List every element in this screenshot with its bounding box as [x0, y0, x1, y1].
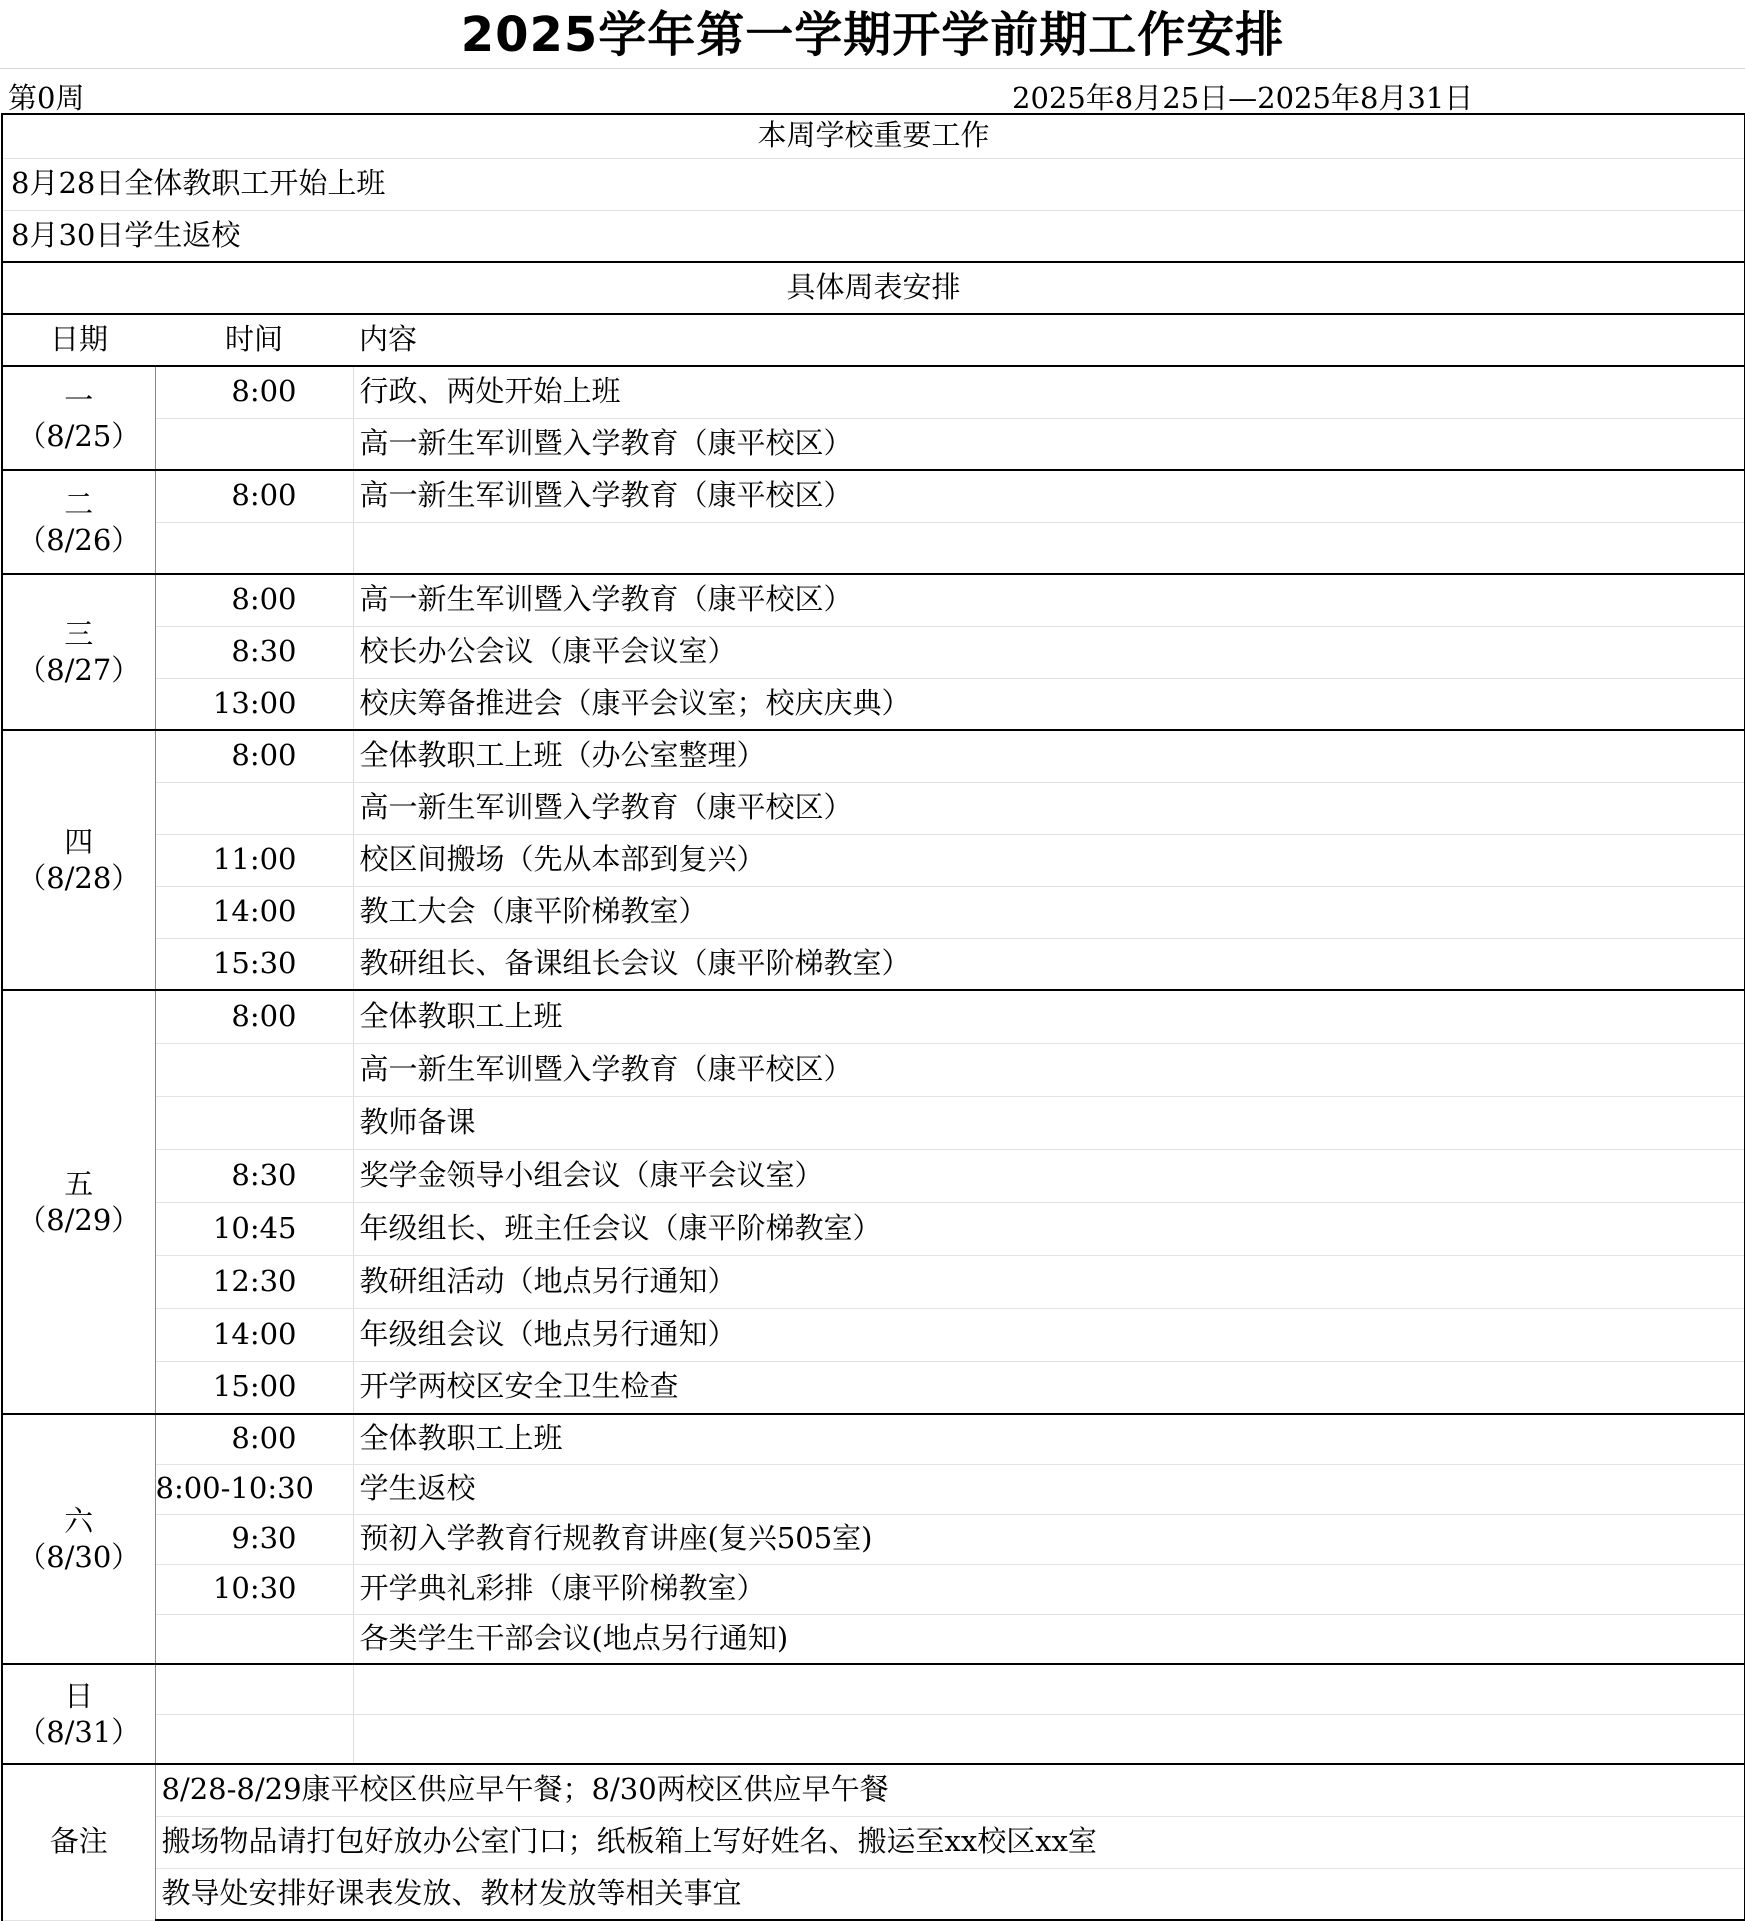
time-cell: [155, 418, 353, 470]
content-cell: 高一新生军训暨入学教育（康平校区）: [353, 418, 1745, 470]
time-cell: [155, 1614, 353, 1664]
time-cell: 13:00: [155, 678, 353, 730]
day-date: （8/26）: [17, 523, 141, 557]
time-cell: 8:00: [155, 366, 353, 418]
day-cell: [2, 1664, 155, 1764]
content-cell: [353, 1714, 1745, 1764]
time-cell: 15:30: [155, 938, 353, 990]
day-cell: [2, 470, 155, 574]
content-cell: 年级组会议（地点另行通知）: [353, 1308, 1745, 1361]
schedule-heading: 具体周表安排: [2, 262, 1745, 314]
time-cell: 8:00: [155, 470, 353, 522]
time-cell: 8:00-10:30: [155, 1464, 353, 1514]
day-name: 一: [64, 382, 94, 417]
content-cell: 高一新生军训暨入学教育（康平校区）: [353, 470, 1745, 522]
date-range: 2025年8月25日—2025年8月31日: [1012, 81, 1474, 115]
content-cell: 教工大会（康平阶梯教室）: [353, 886, 1745, 938]
important-item: 8月28日全体教职工开始上班: [2, 158, 1745, 210]
day-cell: [2, 574, 155, 730]
day-date: （8/25）: [17, 419, 141, 453]
time-cell: [155, 1043, 353, 1096]
column-header-date: 日期: [2, 314, 155, 366]
day-date: （8/27）: [17, 653, 141, 687]
content-cell: 预初入学教育行规教育讲座(复兴505室): [353, 1514, 1745, 1564]
week-info: [0, 69, 1745, 113]
time-cell: 8:00: [155, 990, 353, 1043]
content-cell: 全体教职工上班: [353, 990, 1745, 1043]
time-cell: 8:30: [155, 626, 353, 678]
time-cell: 10:30: [155, 1564, 353, 1614]
page-title: 2025学年第一学期开学前期工作安排: [0, 0, 1745, 69]
time-cell: 10:45: [155, 1202, 353, 1255]
content-cell: 学生返校: [353, 1464, 1745, 1514]
content-cell: 高一新生军训暨入学教育（康平校区）: [353, 574, 1745, 626]
content-cell: 开学两校区安全卫生检查: [353, 1361, 1745, 1414]
time-cell: [155, 1714, 353, 1764]
time-cell: 9:30: [155, 1514, 353, 1564]
content-cell: 行政、两处开始上班: [353, 366, 1745, 418]
content-cell: 开学典礼彩排（康平阶梯教室）: [353, 1564, 1745, 1614]
content-cell: 校长办公会议（康平会议室）: [353, 626, 1745, 678]
note-item: 8/28-8/29康平校区供应早午餐；8/30两校区供应早午餐: [155, 1764, 1745, 1816]
week-label: 第0周: [8, 81, 85, 115]
time-cell: 14:00: [155, 1308, 353, 1361]
column-header-time: 时间: [155, 314, 353, 366]
note-item: 搬场物品请打包好放办公室门口；纸板箱上写好姓名、搬运至xx校区xx室: [155, 1816, 1745, 1868]
schedule-table: [1, 113, 1745, 1921]
day-name: 四: [64, 824, 94, 859]
content-cell: 高一新生军训暨入学教育（康平校区）: [353, 782, 1745, 834]
time-cell: [155, 1664, 353, 1714]
column-header-content: 内容: [353, 314, 1745, 366]
day-cell: [2, 1414, 155, 1664]
content-cell: 教研组活动（地点另行通知）: [353, 1255, 1745, 1308]
time-cell: 8:00: [155, 1414, 353, 1464]
content-cell: 全体教职工上班（办公室整理）: [353, 730, 1745, 782]
content-cell: 高一新生军训暨入学教育（康平校区）: [353, 1043, 1745, 1096]
important-item: 8月30日学生返校: [2, 210, 1745, 262]
day-cell: [2, 990, 155, 1414]
day-cell: [2, 366, 155, 470]
content-cell: 教师备课: [353, 1096, 1745, 1149]
content-cell: 奖学金领导小组会议（康平会议室）: [353, 1149, 1745, 1202]
content-cell: 全体教职工上班: [353, 1414, 1745, 1464]
content-cell: 教研组长、备课组长会议（康平阶梯教室）: [353, 938, 1745, 990]
note-item: 教导处安排好课表发放、教材发放等相关事宜: [155, 1868, 1745, 1920]
important-heading: 本周学校重要工作: [2, 114, 1745, 158]
notes-label: 备注: [2, 1764, 155, 1920]
day-date: （8/30）: [17, 1540, 141, 1574]
content-cell: 各类学生干部会议(地点另行通知): [353, 1614, 1745, 1664]
day-cell: [2, 730, 155, 990]
time-cell: 8:00: [155, 574, 353, 626]
time-cell: [155, 1096, 353, 1149]
content-cell: [353, 522, 1745, 574]
day-date: （8/28）: [17, 861, 141, 895]
time-cell: 8:00: [155, 730, 353, 782]
day-name: 日: [64, 1678, 94, 1713]
time-cell: [155, 782, 353, 834]
day-name: 六: [64, 1503, 94, 1538]
content-cell: 校庆筹备推进会（康平会议室；校庆庆典）: [353, 678, 1745, 730]
content-cell: 年级组长、班主任会议（康平阶梯教室）: [353, 1202, 1745, 1255]
day-name: 二: [64, 486, 94, 521]
time-cell: 14:00: [155, 886, 353, 938]
day-name: 五: [64, 1166, 94, 1201]
content-cell: [353, 1664, 1745, 1714]
content-cell: 校区间搬场（先从本部到复兴）: [353, 834, 1745, 886]
time-cell: 15:00: [155, 1361, 353, 1414]
time-cell: 11:00: [155, 834, 353, 886]
day-date: （8/29）: [17, 1203, 141, 1237]
day-name: 三: [64, 616, 94, 651]
time-cell: [155, 522, 353, 574]
time-cell: 8:30: [155, 1149, 353, 1202]
time-cell: 12:30: [155, 1255, 353, 1308]
day-date: （8/31）: [17, 1715, 141, 1749]
